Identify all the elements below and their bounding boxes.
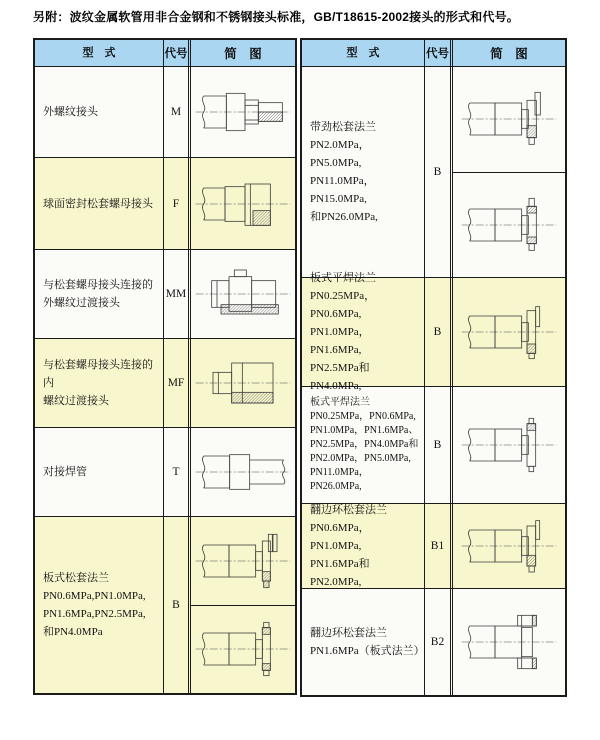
fitting-type-cell: [35, 517, 164, 693]
fitting-diagram: [453, 387, 565, 503]
fitting-type-line: PN1.6MPa,PN2.5MPa,: [43, 608, 146, 620]
diagram-cell: [191, 250, 295, 338]
fitting-type-line: 和PN4.0MPa: [43, 626, 103, 638]
fitting-diagram-mm: [193, 265, 293, 323]
fitting-type-line: 板式松套法兰: [43, 572, 109, 584]
fitting-diagram-f: [193, 175, 293, 233]
fitting-type-line: PN1.0MPa，PN1.6MPa、: [310, 425, 419, 436]
fitting-type-line: PN11.0MPa，PN26.0MPa,: [310, 467, 369, 492]
fitting-code-cell: MM: [164, 250, 191, 338]
table-header-row: [302, 40, 565, 66]
diagram-cell: [191, 517, 295, 693]
fitting-type-line: PN1.6MPa和PN2.0MPa,: [310, 558, 370, 588]
fitting-type-cell: [35, 67, 164, 157]
fitting-diagram-m: [193, 83, 293, 141]
fitting-type-cell: [35, 339, 164, 427]
fitting-type-line: PN0.25MPa，PN0.6MPa,: [310, 411, 416, 422]
table-row: [35, 157, 295, 249]
fitting-type-cell: [35, 428, 164, 516]
fitting-type-cell: [302, 387, 425, 503]
table-row: [35, 516, 295, 693]
fitting-type-line: 螺纹过渡接头: [43, 395, 109, 407]
fitting-type-line: 球面密封松套螺母接头: [43, 197, 153, 210]
fitting-type-line: 与松套螺母接头连接的内: [43, 359, 153, 389]
fitting-code-cell: B: [425, 278, 453, 386]
fitting-diagram: [191, 605, 295, 694]
fitting-type-cell: [302, 67, 425, 277]
fitting-type-line: PN0.6MPa,PN1.0MPa,: [43, 590, 146, 602]
fitting-diagram-t: [193, 443, 293, 501]
fitting-type-line: 外螺纹接头: [43, 106, 98, 118]
fitting-type-line: 与松套螺母接头连接的: [43, 279, 153, 291]
fitting-diagram: [453, 278, 565, 386]
diagram-cell: [191, 67, 295, 157]
fitting-diagram-pf2: [193, 620, 293, 678]
fitting-type-line: PN1.6MPa（板式法兰）: [310, 645, 425, 657]
fitting-type-cell: [302, 589, 425, 695]
table-row: [302, 386, 565, 503]
fitting-diagram-fwf1: [459, 303, 559, 361]
fitting-diagram: [453, 172, 565, 278]
fitting-code-cell: B1: [425, 504, 453, 588]
fitting-type-line: 带劲松套法兰: [310, 121, 376, 133]
fitting-type-line: PN11.0MPa，PN15.0MPa,: [310, 175, 375, 205]
fitting-diagram: [453, 67, 565, 172]
diagram-cell: [453, 387, 565, 503]
fitting-code-cell: B: [425, 387, 453, 503]
header-diagram-cell: 简 图: [490, 47, 528, 61]
table-row: [302, 66, 565, 277]
fitting-diagram: [453, 589, 565, 695]
fitting-type-cell: [302, 272, 425, 392]
fittings-table-left: [33, 38, 297, 695]
header-diagram-cell: 简 图: [224, 47, 262, 61]
fittings-table-right: [300, 38, 567, 697]
fitting-code-cell: B: [164, 517, 191, 693]
header-code-cell: 代号: [164, 40, 191, 66]
table-row: [302, 272, 565, 392]
fitting-diagram: [191, 250, 295, 338]
fitting-diagram-pf1: [193, 532, 293, 590]
fitting-type-line: 外螺纹过渡接头: [43, 297, 120, 309]
fitting-type-line: PN0.6MPa，PN1.0MPa,: [310, 522, 370, 552]
header-type-cell: 型 式: [35, 40, 164, 66]
table-row: [35, 249, 295, 338]
table-row: [302, 588, 565, 695]
diagram-cell: [191, 428, 295, 516]
fitting-type-line: PN2.0MPa，PN5.0MPa,: [310, 453, 411, 464]
fitting-code-cell: M: [164, 67, 191, 157]
fitting-type-line: PN2.5MPa，PN4.0MPa和: [310, 439, 419, 450]
fitting-diagram: [191, 158, 295, 249]
table-row: [35, 427, 295, 516]
fitting-code-cell: B: [425, 67, 453, 277]
header-type-cell: 型 式: [302, 40, 425, 66]
fitting-diagram-fwf2: [459, 416, 559, 474]
fitting-type-line: 和PN26.0MPa,: [310, 211, 378, 223]
fitting-diagram: [191, 339, 295, 427]
fitting-diagram-lr1: [459, 517, 559, 575]
table-row: [35, 338, 295, 427]
fitting-diagram-mf: [193, 354, 293, 412]
fitting-code-cell: T: [164, 428, 191, 516]
fitting-type-line: PN0.25MPa，PN0.6MPa,: [310, 290, 376, 320]
diagram-cell: [453, 67, 565, 277]
fitting-diagram: [453, 504, 565, 588]
fitting-code-cell: B2: [425, 589, 453, 695]
fitting-type-cell: [35, 158, 164, 249]
fitting-code-cell: F: [164, 158, 191, 249]
fitting-diagram: [191, 428, 295, 516]
document-title: 另附：波纹金属软管用非合金钢和不锈钢接头标准，GB/T18615-2002接头的形式和代号。: [33, 10, 519, 24]
fitting-type-line: 板式平焊法兰: [310, 397, 370, 408]
diagram-cell: [453, 504, 565, 588]
fitting-diagram: [191, 517, 295, 605]
fitting-type-line: PN2.0MPa，PN5.0MPa,: [310, 139, 370, 169]
fitting-type-line: PN2.5MPa和PN4.0MPa,: [310, 362, 370, 392]
diagram-cell: [191, 158, 295, 249]
fitting-type-line: 对接焊管: [43, 466, 87, 478]
header-code-cell: 代号: [425, 40, 453, 66]
fitting-type-cell: [35, 250, 164, 338]
table-row: [302, 503, 565, 588]
fitting-type-line: 板式平焊法兰: [310, 272, 376, 284]
fitting-type-line: 翻边环松套法兰: [310, 504, 387, 516]
diagram-cell: [453, 278, 565, 386]
fitting-diagram: [191, 67, 295, 157]
fitting-diagram-nf2: [459, 196, 559, 254]
table-row: [35, 66, 295, 157]
fitting-type-cell: [302, 504, 425, 588]
diagram-cell: [453, 589, 565, 695]
fitting-diagram-nf1: [459, 90, 559, 148]
fitting-type-line: 翻边环松套法兰: [310, 627, 387, 639]
table-header-row: [35, 40, 295, 66]
fitting-type-line: PN1.0MPa，PN1.6MPa,: [310, 326, 370, 356]
fitting-code-cell: MF: [164, 339, 191, 427]
diagram-cell: [191, 339, 295, 427]
fitting-diagram-b2: [459, 613, 559, 671]
